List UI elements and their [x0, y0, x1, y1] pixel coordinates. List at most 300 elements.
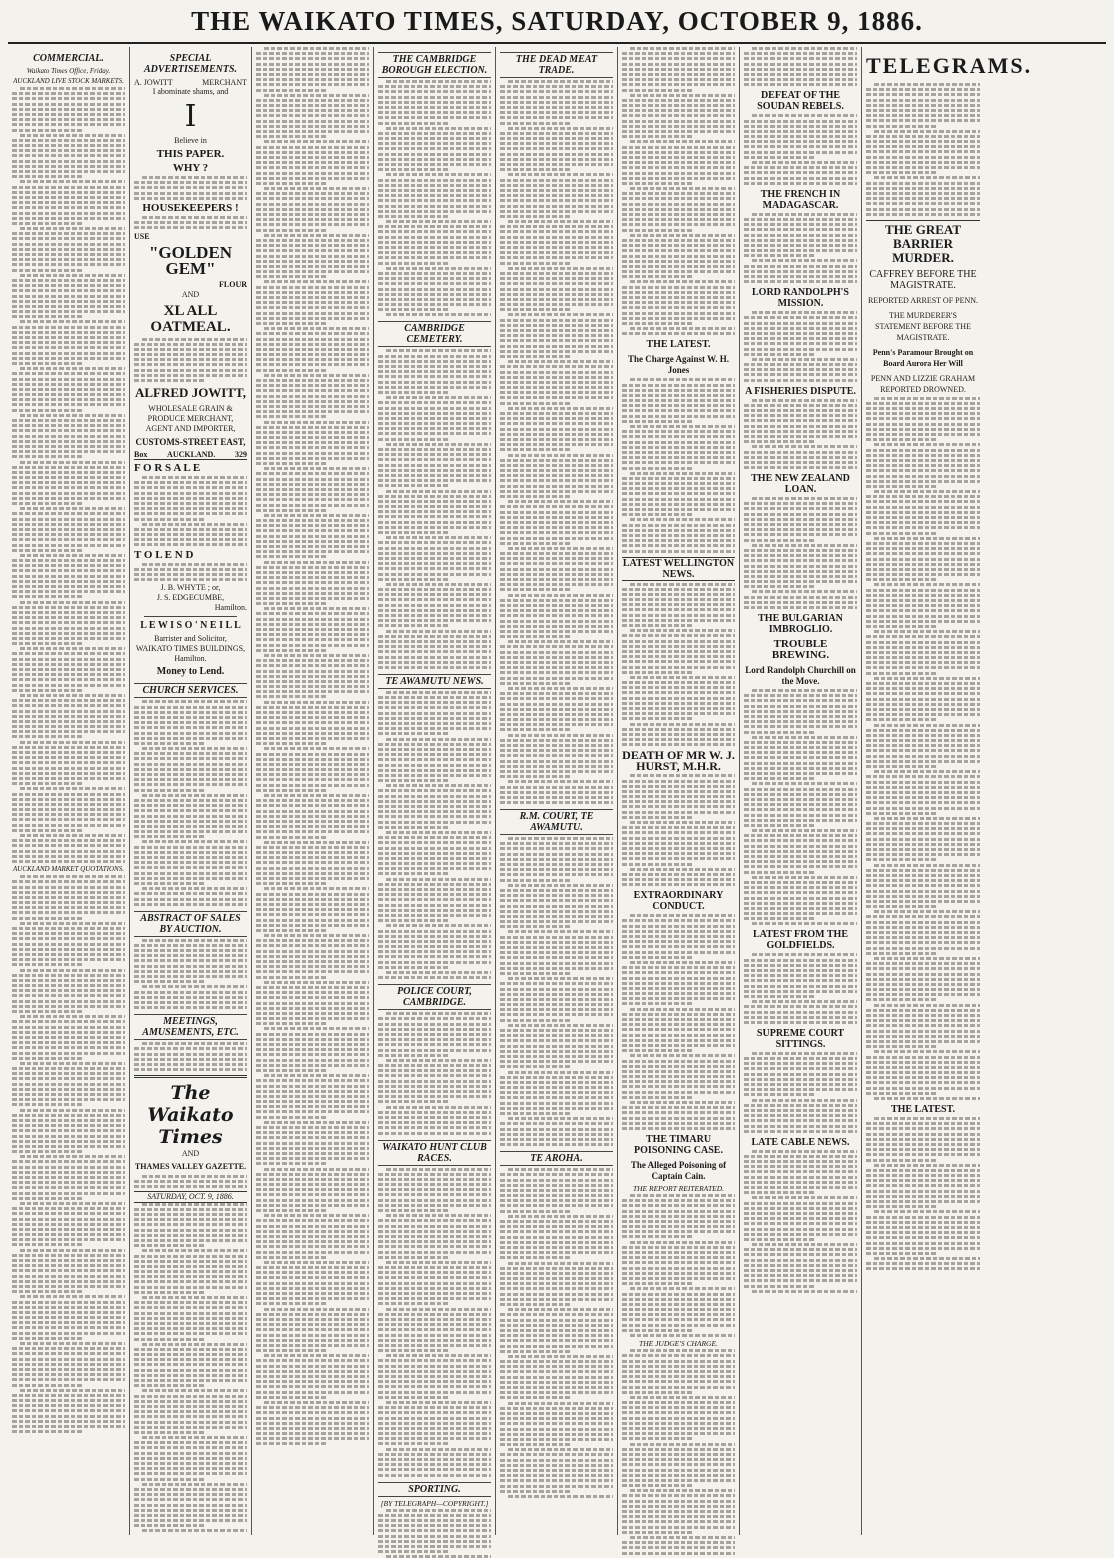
- text-line: [744, 803, 857, 806]
- text-line: [12, 1425, 125, 1428]
- text-line: [866, 978, 980, 981]
- text-line: [12, 1212, 125, 1215]
- text-line: [20, 134, 125, 137]
- text-line: [134, 851, 247, 854]
- text-line: [20, 227, 125, 230]
- text-line: [500, 371, 613, 374]
- rm-court-heading: R.M. COURT, TE AWAMUTU.: [500, 809, 613, 835]
- text-line: [20, 969, 125, 972]
- text-line: [378, 541, 491, 544]
- text-line: [500, 1091, 613, 1094]
- text-line: [12, 165, 125, 168]
- text-line: [378, 961, 491, 964]
- text-line: [378, 1256, 448, 1259]
- text-line: [134, 903, 247, 906]
- text-line: [386, 691, 491, 694]
- text-line: [866, 589, 980, 592]
- text-line: [256, 851, 369, 854]
- text-line: [256, 1375, 369, 1378]
- text-line: [744, 746, 857, 749]
- text-line: [12, 1098, 125, 1101]
- supreme-heading: SUPREME COURT SITTINGS.: [756, 1027, 845, 1050]
- text-line: [12, 943, 125, 946]
- text-line: [744, 694, 857, 697]
- masthead: THE WAIKATO TIMES, SATURDAY, OCTOBER 9, 1886.: [8, 6, 1106, 44]
- text-line: [378, 256, 491, 259]
- text-line: [134, 783, 247, 786]
- text-line: [386, 349, 491, 352]
- text-line: [378, 656, 491, 659]
- text-line: [378, 184, 491, 187]
- text-line: [134, 497, 247, 500]
- text-line: [744, 1222, 857, 1225]
- text-line: [12, 528, 125, 531]
- text-line: [134, 1063, 247, 1066]
- text-line: [622, 213, 735, 216]
- text-line: [12, 1181, 125, 1184]
- text-line: [378, 1406, 491, 1409]
- text-line: [744, 135, 857, 138]
- text-line: [500, 1013, 613, 1016]
- text-line: [378, 1116, 491, 1119]
- text-line: [866, 1252, 937, 1255]
- text-line: [622, 935, 735, 938]
- text-line: [622, 286, 735, 289]
- alfred-jowitt: ALFRED JOWITT,: [135, 385, 246, 400]
- text-line: [622, 691, 735, 694]
- text-line: [134, 726, 247, 729]
- text-line: [134, 1234, 247, 1237]
- text-line: [622, 52, 735, 55]
- market-quotations-heading: AUCKLAND MARKET QUOTATIONS.: [13, 865, 124, 874]
- text-line: [256, 763, 369, 766]
- text-line: [12, 704, 125, 707]
- text-line: [508, 500, 613, 503]
- text-line: [256, 1442, 326, 1445]
- text-line: [744, 337, 857, 340]
- text-line: [378, 1514, 491, 1517]
- text-line: [622, 477, 735, 480]
- text-line: [866, 532, 937, 535]
- text-line: [866, 573, 980, 576]
- text-line: [12, 1337, 82, 1340]
- text-line: [622, 1210, 735, 1213]
- text-line: [500, 889, 613, 892]
- text-line: [744, 1191, 814, 1194]
- text-line: [622, 544, 735, 547]
- text-line: [500, 718, 613, 721]
- text-line: [500, 1417, 613, 1420]
- text-line: [866, 931, 980, 934]
- text-line: [256, 903, 369, 906]
- text-line: [12, 212, 125, 215]
- text-line: [866, 692, 980, 695]
- text-line: [12, 1415, 125, 1418]
- text-line: [256, 1411, 369, 1414]
- arrest-heading: REPORTED ARREST OF PENN.: [867, 295, 979, 305]
- text-line: [378, 836, 491, 839]
- text-line: [12, 901, 125, 904]
- text-line: [500, 469, 613, 472]
- text-line: [378, 1271, 491, 1274]
- text-line: [12, 139, 125, 142]
- text-line: [622, 1313, 735, 1316]
- text-line: [744, 1207, 857, 1210]
- text-line: [378, 727, 491, 730]
- text-line: [622, 790, 735, 793]
- text-line: [622, 1111, 735, 1114]
- text-line: [378, 360, 491, 363]
- text-line: [12, 673, 125, 676]
- text-line: [500, 526, 613, 529]
- barrier-body: [866, 397, 980, 1100]
- text-line: [866, 687, 980, 690]
- text-line: [134, 1213, 247, 1216]
- text-line: [386, 971, 491, 974]
- text-line: [378, 1349, 448, 1352]
- text-line: [744, 1062, 857, 1065]
- text-line: [264, 327, 369, 330]
- text-line: [866, 568, 980, 571]
- text-line: [264, 1027, 369, 1030]
- text-line: [256, 1334, 369, 1337]
- column-2: [130, 47, 252, 1535]
- text-line: [752, 311, 857, 314]
- text-line: [752, 736, 857, 739]
- text-line: [866, 915, 980, 918]
- customs-line: CUSTOMS-STREET EAST,: [135, 437, 246, 447]
- text-line: [630, 1101, 735, 1104]
- text-line: [866, 464, 980, 467]
- text-line: [378, 1328, 491, 1331]
- text-line: [134, 872, 247, 875]
- text-line: [256, 742, 326, 745]
- text-line: [500, 282, 613, 285]
- text-line: [866, 208, 980, 211]
- text-line: [12, 642, 82, 645]
- text-line: [500, 1065, 570, 1068]
- text-line: [256, 296, 369, 299]
- text-line: [500, 303, 613, 306]
- text-line: [866, 641, 980, 644]
- text-line: [378, 1550, 448, 1553]
- text-line: [744, 917, 814, 920]
- text-line: [12, 1072, 125, 1075]
- text-line: [622, 332, 735, 335]
- text-line: [256, 815, 369, 818]
- text-line: [622, 619, 735, 622]
- text-line: [378, 547, 491, 550]
- text-line: [12, 429, 125, 432]
- text-line: [134, 835, 204, 838]
- text-line: [12, 730, 125, 733]
- text-line: [378, 614, 491, 617]
- special-ads-heading: SPECIAL ADVERTISEMENTS.: [143, 53, 238, 75]
- text-line: [744, 151, 857, 154]
- text-line: [508, 1168, 613, 1171]
- death-heading: DEATH OF MR W. J. HURST, M.H.R.: [622, 748, 735, 774]
- rm-court-body: [500, 837, 613, 1146]
- text-line: [256, 810, 369, 813]
- text-line: [12, 860, 125, 863]
- text-line: [744, 1011, 857, 1014]
- text-line: [386, 784, 491, 787]
- text-line: [20, 601, 125, 604]
- text-line: [12, 1228, 125, 1231]
- text-line: [256, 659, 369, 662]
- text-line: [12, 388, 125, 391]
- text-line: [386, 1012, 491, 1015]
- text-line: [622, 312, 735, 315]
- text-line: [866, 672, 937, 675]
- text-line: [378, 90, 491, 93]
- text-line: [866, 1066, 980, 1069]
- text-line: [256, 255, 369, 258]
- church-body: [134, 700, 247, 905]
- text-line: [12, 1077, 125, 1080]
- text-line: [630, 378, 735, 381]
- text-line: [142, 747, 247, 750]
- text-line: [20, 1342, 125, 1345]
- text-line: [744, 824, 814, 827]
- text-line: [744, 1078, 857, 1081]
- goldfields-body: [744, 953, 857, 1023]
- extraordinary-heading: EXTRAORDINARY CONDUCT.: [633, 890, 724, 913]
- text-line: [500, 1469, 613, 1472]
- text-line: [500, 479, 613, 482]
- text-line: [752, 1196, 857, 1199]
- text-line: [744, 1279, 857, 1282]
- text-line: [500, 796, 613, 799]
- text-line: [256, 955, 369, 958]
- text-line: [744, 1217, 857, 1220]
- text-line: [256, 317, 369, 320]
- text-line: [142, 1389, 247, 1392]
- text-line: [866, 646, 980, 649]
- text-line: [256, 415, 326, 418]
- text-line: [500, 1277, 613, 1280]
- text-line: [12, 735, 82, 738]
- text-line: [256, 581, 369, 584]
- text-line: [744, 585, 814, 588]
- text-line: [500, 858, 613, 861]
- text-line: [134, 778, 247, 781]
- text-line: [134, 804, 247, 807]
- text-line: [256, 716, 369, 719]
- text-line: [866, 661, 980, 664]
- text-line: [500, 962, 613, 965]
- text-line: [378, 391, 448, 394]
- text-line: [12, 346, 125, 349]
- text-line: [866, 140, 980, 143]
- text-line: [630, 1396, 735, 1399]
- text-line: [378, 1442, 448, 1445]
- jowitt-merchant: MERCHANT: [202, 78, 247, 87]
- text-line: [134, 1280, 247, 1283]
- text-line: [622, 415, 735, 418]
- text-line: [866, 563, 980, 566]
- text-line: [256, 332, 369, 335]
- text-line: [500, 386, 613, 389]
- text-line: [874, 770, 980, 773]
- nz-loan-body: [744, 497, 857, 609]
- text-line: [256, 1427, 369, 1430]
- text-line: [744, 1125, 857, 1128]
- text-line: [12, 1223, 125, 1226]
- text-line: [866, 1247, 980, 1250]
- late-cable-heading: LATE CABLE NEWS.: [751, 1136, 850, 1148]
- text-line: [256, 1437, 369, 1440]
- text-line: [142, 1175, 247, 1178]
- text-line: [508, 1495, 613, 1498]
- churchill-heading: Lord Randolph Churchill on the Move.: [745, 665, 856, 686]
- text-line: [12, 378, 125, 381]
- text-line: [500, 1081, 613, 1084]
- text-line: [500, 1256, 570, 1259]
- text-line: [622, 1365, 735, 1368]
- text-line: [12, 518, 125, 521]
- barrister: Barrister and Solicitor,: [154, 634, 227, 644]
- text-line: [12, 1326, 125, 1329]
- text-line: [744, 565, 857, 568]
- text-line: [378, 1468, 491, 1471]
- text-line: [256, 1271, 369, 1274]
- text-line: [500, 490, 613, 493]
- text-line: [500, 588, 570, 591]
- text-line: [256, 820, 369, 823]
- text-line: [256, 379, 369, 382]
- text-line: [256, 146, 369, 149]
- text-line: [12, 1269, 125, 1272]
- text-line: [134, 768, 247, 771]
- text-line: [264, 421, 369, 424]
- text-line: [20, 414, 125, 417]
- latest-2-body: [866, 1117, 980, 1270]
- text-line: [378, 1199, 491, 1202]
- text-line: [866, 791, 980, 794]
- text-line: [386, 1448, 491, 1451]
- text-line: [508, 1448, 613, 1451]
- text-line: [20, 922, 125, 925]
- text-line: [622, 1251, 735, 1254]
- text-line: [744, 1212, 857, 1215]
- text-line: [622, 1298, 735, 1301]
- text-line: [256, 1048, 369, 1051]
- text-line: [744, 228, 857, 231]
- text-line: [256, 1053, 369, 1056]
- text-line: [256, 555, 326, 558]
- text-line: [500, 1189, 613, 1192]
- text-line: [500, 630, 613, 633]
- text-line: [500, 334, 613, 337]
- text-line: [12, 1430, 82, 1433]
- text-line: [378, 635, 491, 638]
- text-line: [744, 327, 857, 330]
- text-line: [12, 435, 125, 438]
- text-line: [866, 558, 980, 561]
- text-line: [378, 1344, 491, 1347]
- text-line: [256, 908, 369, 911]
- text-line: [12, 746, 125, 749]
- text-line: [866, 1226, 980, 1229]
- text-line: [866, 578, 937, 581]
- text-line: [630, 774, 735, 777]
- text-line: [500, 1133, 613, 1136]
- dead-meat-body: [500, 80, 613, 804]
- text-line: [256, 1219, 369, 1222]
- dead-meat-heading: THE DEAD MEAT TRADE.: [500, 52, 613, 78]
- text-line: [622, 702, 735, 705]
- text-line: [256, 229, 326, 232]
- text-line: [866, 1056, 980, 1059]
- text-line: [134, 226, 247, 229]
- text-line: [142, 1249, 247, 1252]
- text-line: [508, 220, 613, 223]
- wholesale-line: WHOLESALE GRAIN & PRODUCE MERCHANT,: [147, 404, 234, 423]
- text-line: [378, 116, 491, 119]
- text-line: [378, 432, 491, 435]
- text-line: [622, 717, 692, 720]
- text-line: [744, 767, 857, 770]
- text-line: [134, 578, 247, 581]
- text-line: [866, 485, 937, 488]
- text-line: [744, 1016, 857, 1019]
- text-line: [256, 509, 326, 512]
- text-line: [752, 590, 857, 593]
- text-line: [256, 166, 369, 169]
- text-line: [500, 85, 613, 88]
- text-line: [256, 151, 369, 154]
- text-line: [134, 221, 247, 224]
- text-line: [622, 203, 735, 206]
- text-line: [378, 578, 448, 581]
- text-line: [20, 787, 125, 790]
- text-line: [256, 1199, 369, 1202]
- text-line: [12, 1321, 125, 1324]
- late-cable-body: [744, 1150, 857, 1293]
- text-line: [134, 898, 247, 901]
- text-line: [622, 1484, 692, 1487]
- text-line: [134, 1317, 247, 1320]
- text-line: [256, 1116, 326, 1119]
- text-line: [256, 446, 369, 449]
- text-line: [622, 640, 735, 643]
- text-line: [866, 718, 937, 721]
- text-line: [622, 208, 735, 211]
- text-line: [256, 1240, 369, 1243]
- text-line: [378, 158, 491, 161]
- text-line: [744, 1274, 857, 1277]
- text-line: [622, 1204, 735, 1207]
- text-line: [378, 355, 491, 358]
- text-line: [12, 1103, 82, 1106]
- text-line: [12, 1010, 82, 1013]
- text-line: [744, 265, 857, 268]
- text-line: [256, 68, 369, 71]
- text-line: [508, 687, 613, 690]
- text-line: [500, 1029, 613, 1032]
- latest-2-heading: THE LATEST.: [890, 1104, 956, 1115]
- text-line: [378, 1173, 491, 1176]
- text-line: [256, 1022, 326, 1025]
- text-line: [500, 868, 613, 871]
- text-line: [378, 122, 448, 125]
- text-line: [622, 608, 735, 611]
- text-line: [12, 1124, 125, 1127]
- text-line: [20, 1202, 125, 1205]
- text-line: [500, 184, 613, 187]
- text-line: [866, 734, 980, 737]
